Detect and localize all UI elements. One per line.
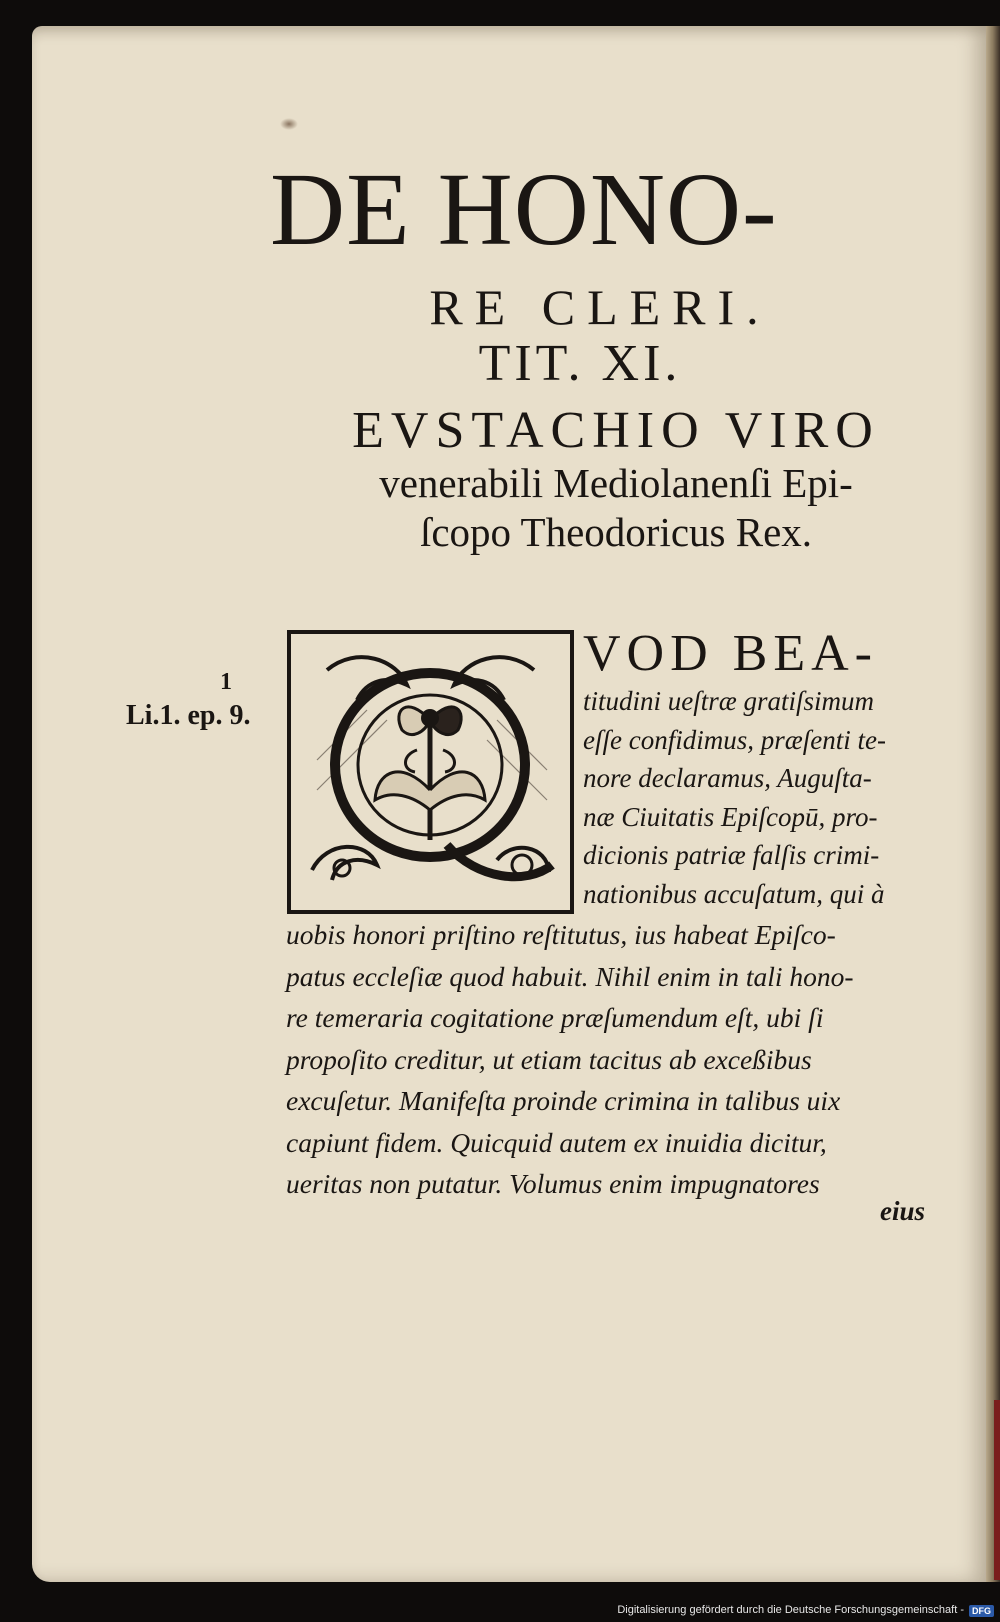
heading-line-3: ſcopo Theodoricus Rex. xyxy=(419,508,813,555)
decorated-initial-q-icon xyxy=(297,640,564,904)
ink-smudge xyxy=(280,118,298,130)
red-page-edge xyxy=(994,1400,1000,1580)
body-text-full-lines xyxy=(286,914,950,1205)
title-number: TIT. XI. xyxy=(478,335,682,392)
decorated-initial xyxy=(287,630,574,914)
funding-notice: Digitalisierung gefördert durch die Deutsche Forschungsgemeinschaft - xyxy=(617,1604,964,1616)
body-line: re temeraria cogitatione præſumendum eſt, ubi ſi xyxy=(286,1002,824,1033)
body-text-short-lines xyxy=(583,682,943,913)
heading-line-2: venerabili Mediolanenſi Epi- xyxy=(379,459,853,506)
body-line: nore declaramus, Auguſta- xyxy=(583,763,872,793)
page-edge xyxy=(986,26,1000,1582)
heading-line-1: EVSTACHIO VIRO xyxy=(352,402,880,459)
body-line: eſſe confidimus, præſenti te- xyxy=(583,724,886,755)
body-line: uobis honori priſtino reſtitutus, ius habeat Epiſco- xyxy=(286,919,836,950)
body-line: excuſetur. Manifeſta proinde crimina in talibus uix xyxy=(286,1085,841,1116)
catchword: eius xyxy=(880,1196,926,1226)
footer-bar xyxy=(0,1582,1000,1622)
margin-note-number: 1 xyxy=(220,669,232,695)
body-line: ueritas non putatur. Volumus enim impugnatores xyxy=(286,1168,820,1199)
body-line: capiunt fidem. Quicquid autem ex inuidia dicitur, xyxy=(286,1126,827,1158)
letter-heading xyxy=(276,404,956,557)
title-sub: RE CLERI. xyxy=(429,279,771,335)
body-line: propoſito creditur, ut etiam tacitus ab exceßibus xyxy=(286,1043,812,1075)
body-line: titudini ueſtræ gratiſsimum xyxy=(583,686,875,716)
title-main: DE HONO- xyxy=(270,152,778,267)
body-line: patus eccleſiæ quod habuit. Nihil enim in tali hono- xyxy=(286,960,854,992)
body-line: nationibus accuſatum, qui à xyxy=(583,878,885,909)
body-line: næ Ciuitatis Epiſcopū, pro- xyxy=(583,801,878,832)
margin-note-reference: Li.1. ep. 9. xyxy=(126,700,251,731)
dfg-logo-icon: DFG xyxy=(969,1605,994,1617)
first-line-after-initial: VOD BEA- xyxy=(583,625,878,682)
body-line: dicionis patriæ falſis crimi- xyxy=(583,840,880,870)
